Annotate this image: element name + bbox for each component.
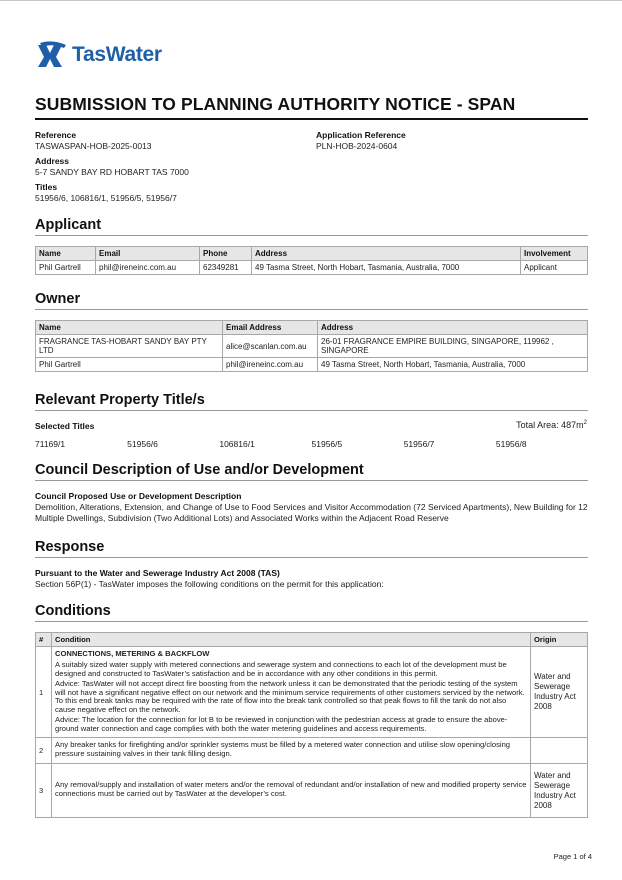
table-cell: 49 Tasma Street, North Hobart, Tasmania, Australia, 7000 — [318, 358, 588, 372]
condition-origin — [531, 738, 588, 764]
title-item: 51956/6 — [127, 439, 158, 449]
column-header: Origin — [531, 633, 588, 647]
response-label: Pursuant to the Water and Sewerage Industry Act 2008 (TAS) — [35, 568, 280, 578]
table-row — [36, 335, 588, 358]
reference-value: TASWASPAN-HOB-2025-0013 — [35, 141, 152, 151]
table-cell: Applicant — [521, 261, 588, 275]
address-label: Address — [35, 156, 70, 166]
table-cell: 62349281 — [200, 261, 252, 275]
column-header: Address — [252, 247, 521, 261]
total-area — [516, 420, 587, 430]
title-item: 106816/1 — [219, 439, 255, 449]
conditions-heading: Conditions — [35, 603, 588, 622]
column-header: Involvement — [521, 247, 588, 261]
application-reference-value: PLN-HOB-2024-0604 — [316, 141, 398, 151]
condition-origin: Water and Sewerage Industry Act 2008 — [531, 647, 588, 738]
condition-origin: Water and Sewerage Industry Act 2008 — [531, 764, 588, 818]
column-header: Name — [36, 247, 96, 261]
table-header-row — [36, 247, 588, 261]
condition-content — [52, 764, 531, 818]
condition-content — [52, 647, 531, 738]
table-header-row — [36, 633, 588, 647]
council-heading: Council Description of Use and/or Development — [35, 462, 588, 481]
titles-value: 51956/6, 106816/1, 51956/5, 51956/7 — [35, 193, 177, 203]
column-header: Phone — [200, 247, 252, 261]
property-heading: Relevant Property Title/s — [35, 392, 588, 411]
condition-paragraph: Any breaker tanks for firefighting and/or sprinkler systems must be filled by a metered water connection and utilise slow opening/closing pressure sustaining valves in their tank filling design. — [55, 740, 511, 758]
applicant-table — [35, 246, 588, 275]
condition-number: 2 — [36, 738, 52, 764]
titles-label: Titles — [35, 182, 58, 192]
condition-number: 1 — [36, 647, 52, 738]
page-number: Page 1 of 4 — [553, 852, 592, 861]
table-cell: alice@scanlan.com.au — [223, 335, 318, 358]
table-row — [36, 358, 588, 372]
column-header: Email — [96, 247, 200, 261]
title-item: 71169/1 — [35, 439, 66, 449]
table-cell: Phil Gartrell — [36, 358, 223, 372]
table-cell: 26-01 FRAGRANCE EMPIRE BUILDING, SINGAPORE, 119962 , SINGAPORE — [318, 335, 588, 358]
table-row — [36, 738, 588, 764]
title-item: 51956/5 — [311, 439, 343, 449]
condition-content — [52, 738, 531, 764]
selected-titles-label: Selected Titles — [35, 421, 95, 431]
column-header: Address — [318, 321, 588, 335]
brand-name: TasWater — [72, 43, 162, 66]
brand-logo — [36, 41, 162, 69]
table-cell: phil@ireneinc.com.au — [96, 261, 200, 275]
selected-titles-list — [35, 439, 588, 449]
condition-advice: Advice: The location for the connection for lot B to be reviewed in conjunction with the pedestrian access at grade to ensure the above-ground water connection and cage complies with both the water metering guidelines and access requirements. — [55, 715, 508, 733]
response-text: Section 56P(1) - TasWater imposes the following conditions on the permit for this application: — [35, 579, 384, 589]
total-area-text: Total Area: 487m — [516, 420, 584, 430]
council-description-label: Council Proposed Use or Development Description — [35, 491, 242, 501]
table-cell: phil@ireneinc.com.au — [223, 358, 318, 372]
taswater-logo-icon — [36, 41, 68, 69]
page-title: SUBMISSION TO PLANNING AUTHORITY NOTICE - SPAN — [35, 94, 588, 120]
owner-heading: Owner — [35, 291, 588, 310]
column-header: Email Address — [223, 321, 318, 335]
reference-label: Reference — [35, 130, 77, 140]
table-header-row — [36, 321, 588, 335]
total-area-superscript: 2 — [583, 420, 587, 426]
council-description-text: Demolition, Alterations, Extension, and Change of Use to Food Services and Visitor Accommodation (72 Serviced Apartments), New Building for 12 Multiple Dwellings, Subdivision (Two Additional Lots) and Associated Works within the Adjacent Road Reserve — [35, 502, 588, 523]
table-cell: 49 Tasma Street, North Hobart, Tasmania, Australia, 7000 — [252, 261, 521, 275]
column-header: Condition — [52, 633, 531, 647]
table-cell: Phil Gartrell — [36, 261, 96, 275]
column-header: Name — [36, 321, 223, 335]
table-row — [36, 261, 588, 275]
applicant-heading: Applicant — [35, 217, 588, 236]
condition-number: 3 — [36, 764, 52, 818]
condition-title: CONNECTIONS, METERING & BACKFLOW — [55, 649, 210, 658]
table-row — [36, 647, 588, 738]
application-reference-label: Application Reference — [316, 130, 406, 140]
table-cell: FRAGRANCE TAS-HOBART SANDY BAY PTY LTD — [36, 335, 223, 358]
condition-paragraph: Any removal/supply and installation of water meters and/or the removal of redundant and/or installation of new and modified property service connections must be carried out by TasWater at the developer’s cost. — [55, 780, 527, 798]
table-row — [36, 764, 588, 818]
condition-advice: Advice: TasWater will not accept direct fire boosting from the network unless it can be demonstrated that the periodic testing of the system will not have a significant negative effect on our network and the minimum service requirements of other customers serviced by the network. To this end break tanks may be required with the rate of flow into the break tank controlled so that peak flows to fill the tank do not also cause negative effect on the network. — [55, 679, 525, 714]
title-item: 51956/8 — [495, 439, 527, 449]
condition-paragraph: A suitably sized water supply with metered connections and sewerage system and connections to each lot of the development must be designed and constructed to TasWater’s satisfaction and be in accordance with any other conditions in this permit. — [55, 660, 507, 678]
response-heading: Response — [35, 539, 588, 558]
conditions-table — [35, 632, 588, 818]
owner-table — [35, 320, 588, 372]
column-header: # — [36, 633, 52, 647]
address-value: 5-7 SANDY BAY RD HOBART TAS 7000 — [35, 167, 189, 177]
title-item: 51956/7 — [403, 439, 435, 449]
